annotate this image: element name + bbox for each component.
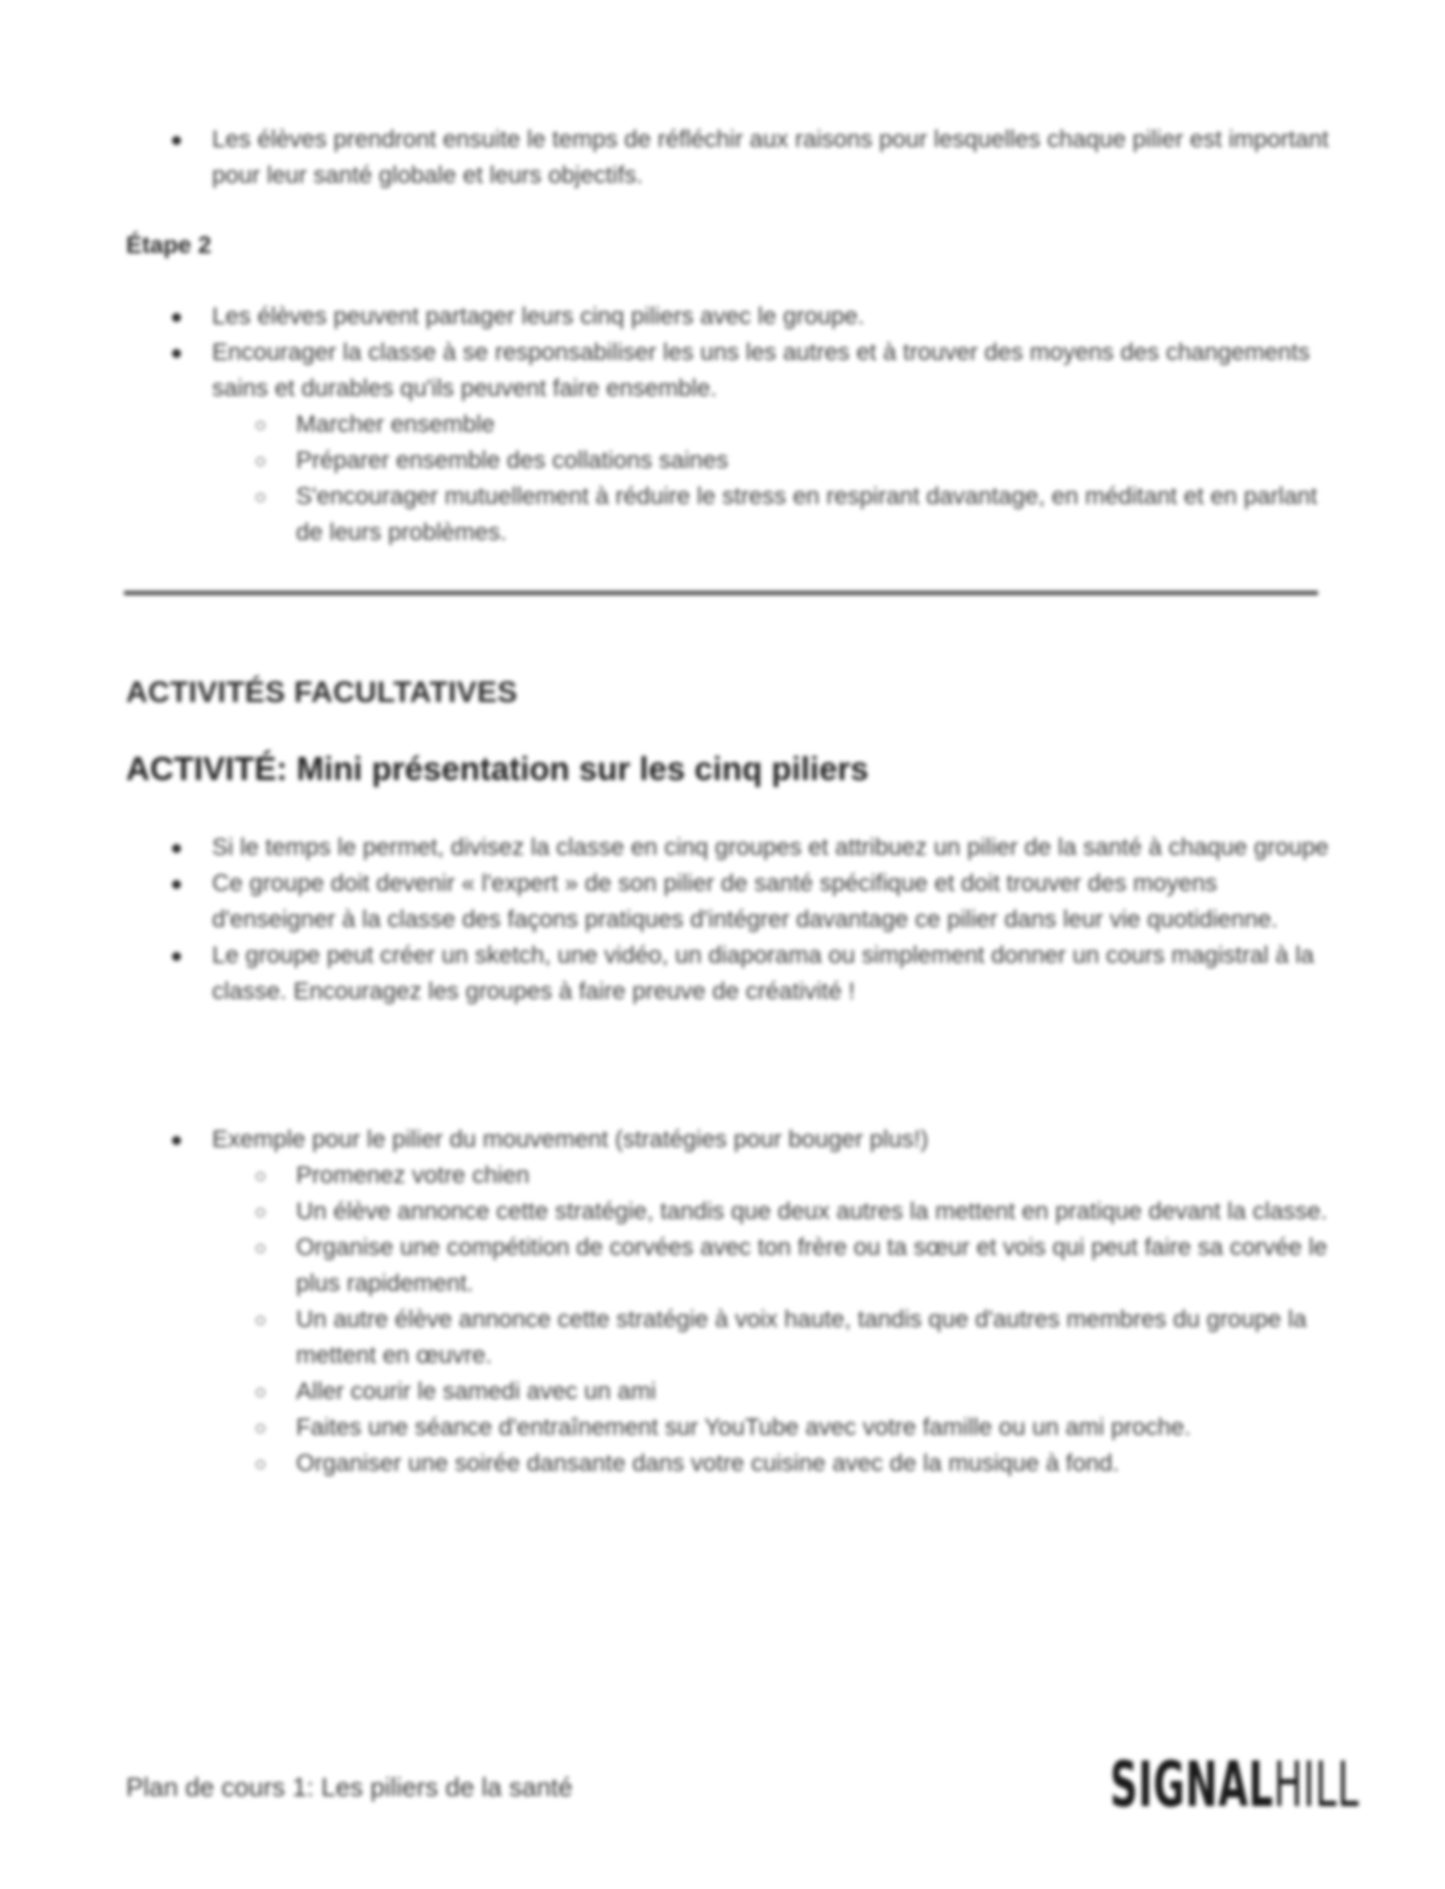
list-item: Le groupe peut créer un sketch, une vidéo, un diaporama ou simplement donner un cours magistral à la classe. Encouragez les groupes à faire preuve de créativité ! xyxy=(0,938,1445,1010)
list-item: Les élèves peuvent partager leurs cinq piliers avec le groupe. xyxy=(0,299,1445,335)
sub-list-item: Marcher ensemble xyxy=(296,407,1335,443)
footer-text: Plan de cours 1: Les piliers de la santé xyxy=(126,1772,573,1802)
list-item: Si le temps le permet, divisez la classe en cinq groupes et attribuez un pilier de la santé à chaque groupe xyxy=(0,830,1445,866)
example-sub-list xyxy=(212,1158,1335,1482)
step2-bullet-list xyxy=(0,299,1445,551)
step2-sub-list xyxy=(212,407,1335,551)
list-item xyxy=(0,335,1445,551)
activity-bullet-list xyxy=(0,830,1445,1010)
logo-text-bold: SIGNAL xyxy=(1110,1748,1274,1821)
list-item: Ce groupe doit devenir « l'expert » de son pilier de santé spécifique et doit trouver des moyens d'enseigner à la classe des façons pratiques d'intégrer davantage ce pilier dans leur vie quotidienne. xyxy=(0,866,1445,938)
logo-text-light: HILL xyxy=(1273,1748,1360,1821)
list-item xyxy=(0,1122,1445,1482)
sub-list-item: Promenez votre chien xyxy=(296,1158,1335,1194)
sub-list-item: Faites une séance d'entraînement sur YouTube avec votre famille ou un ami proche. xyxy=(296,1410,1335,1446)
sub-list-item: Un élève annonce cette stratégie, tandis que deux autres la mettent en pratique devant la classe. xyxy=(296,1194,1335,1230)
sub-list-item: Préparer ensemble des collations saines xyxy=(296,443,1335,479)
horizontal-divider xyxy=(124,591,1318,595)
sub-list-item: Organise une compétition de corvées avec ton frère ou ta sœur et vois qui peut faire sa corvée le plus rapidement. xyxy=(296,1230,1335,1302)
step1-bullet-list xyxy=(0,122,1445,194)
sub-list-item: Organiser une soirée dansante dans votre cuisine avec de la musique à fond. xyxy=(296,1446,1335,1482)
list-item-text: Exemple pour le pilier du mouvement (stratégies pour bouger plus!) xyxy=(212,1126,929,1153)
signal-hill-logo xyxy=(1110,1748,1359,1821)
step-label: Étape 2 xyxy=(126,232,212,259)
sub-list-item: Aller courir le samedi avec un ami xyxy=(296,1374,1335,1410)
sub-list-item: S'encourager mutuellement à réduire le stress en respirant davantage, en méditant et en parlant de leurs problèmes. xyxy=(296,479,1335,551)
section-heading: ACTIVITÉS FACULTATIVES xyxy=(126,676,518,709)
sub-list-item: Un autre élève annonce cette stratégie à voix haute, tandis que d'autres membres du groupe la mettent en œuvre. xyxy=(296,1302,1335,1374)
example-bullet-list xyxy=(0,1122,1445,1482)
activity-title: ACTIVITÉ: Mini présentation sur les cinq piliers xyxy=(126,750,869,787)
list-item: Les élèves prendront ensuite le temps de réfléchir aux raisons pour lesquelles chaque pilier est important pour leur santé globale et leurs objectifs. xyxy=(0,122,1445,194)
list-item-text: Encourager la classe à se responsabiliser les uns les autres et à trouver des moyens des changements sains et durables qu'ils peuvent faire ensemble. xyxy=(212,339,1310,402)
